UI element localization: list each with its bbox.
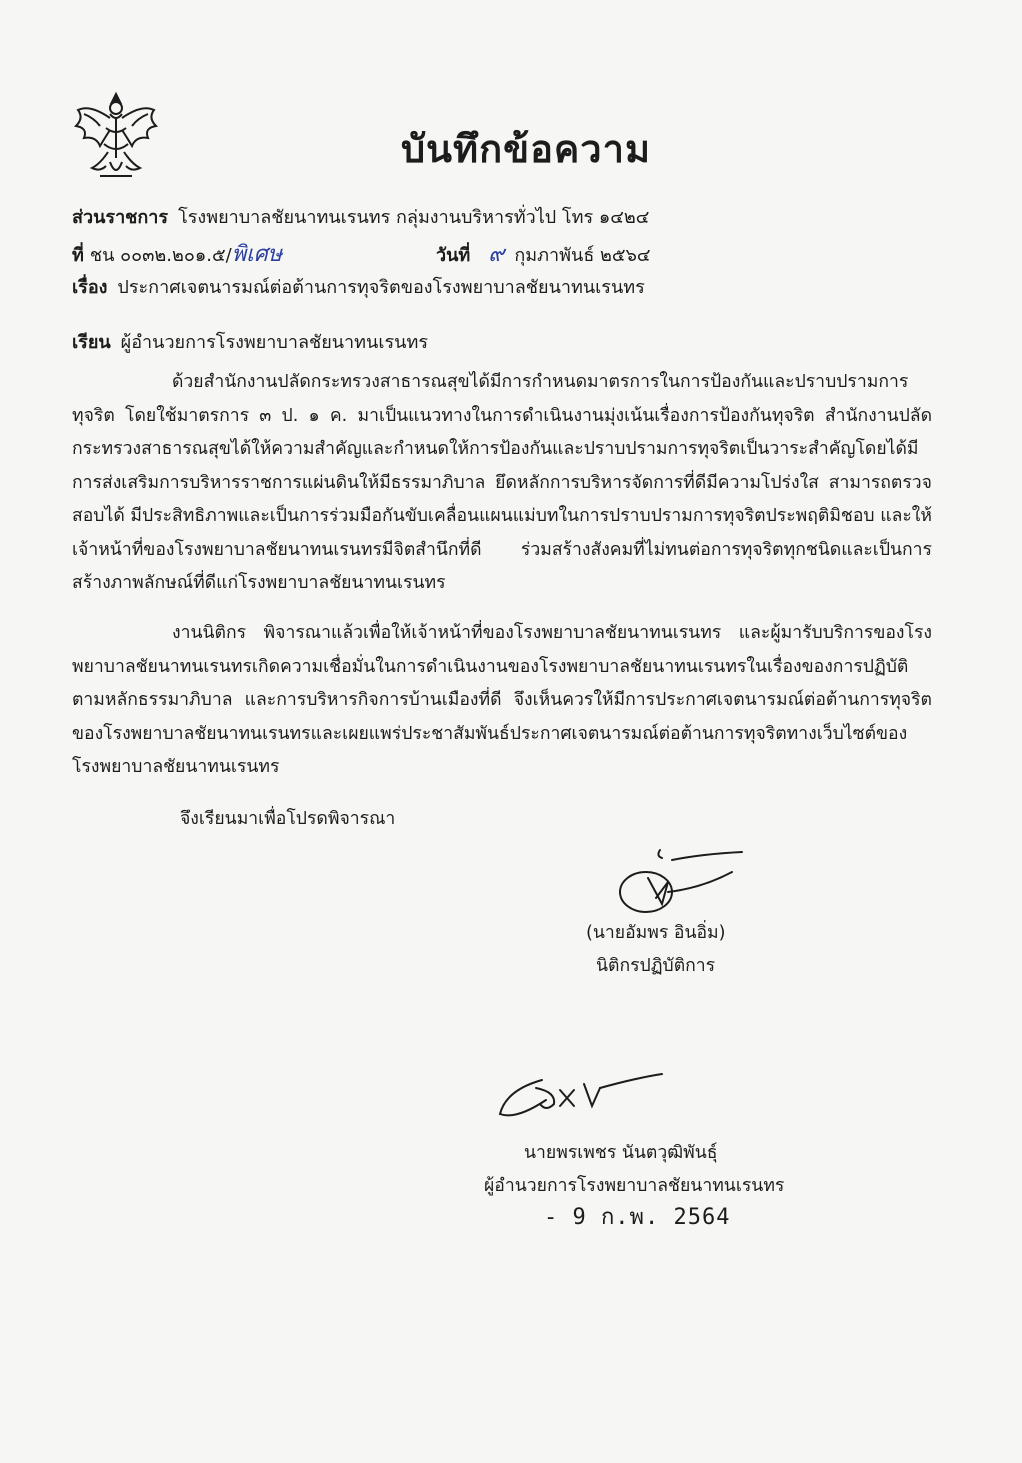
date-label: วันที่ [436, 245, 471, 266]
closing-line: จึงเรียนมาเพื่อโปรดพิจารณา [180, 809, 396, 829]
signature-1-mark [612, 842, 747, 918]
body-paragraph-1: ด้วยสำนักงานปลัดกระทรวงสาธารณสุขได้มีการกำหนดมาตรการในการป้องกันและปราบปรามการทุจริต โดยใช้มาตรการ ๓ ป. ๑ ค. มาเป็นแนวทางในการดำเนินงานมุ่งเน้นเรื่องการป้องกันทุจริต สำนักงานปลัดกระทรวงสาธารณสุขได้ให้ความสำคัญและกำหนดให้การป้องกันและปราบปรามการทุจริตเป็นวาระสำคัญโดยได้มีการส่งเสริมการบริหารราชการแผ่นดินให้มีธรรมาภิบาล ยึดหลักการบริหารจัดการที่ดีมีความโปร่งใส สามารถตรวจสอบได้ มีประสิทธิภาพและเป็นการร่วมมือกันขับเคลื่อนแผนแม่บทในการปราบปรามการทุจริตประพฤติมิชอบ และให้เจ้าหน้าที่ของโรงพยาบาลชัยนาทนเรนทรมีจิตสำนึกที่ดี ร่วมสร้างสังคมที่ไม่ทนต่อการทุจริตทุกชนิดและเป็นการสร้างภาพลักษณ์ที่ดีแก่โรงพยาบาลชัยนาทนเรนทร [72, 372, 932, 593]
reference-label: ที่ [72, 245, 84, 266]
date-line [436, 236, 651, 271]
signature-2-mark [496, 1070, 666, 1128]
body-paragraph-2: งานนิติกร พิจารณาแล้วเพื่อให้เจ้าหน้าที่ของโรงพยาบาลชัยนาทนเรนทร และผู้มารับบริการของโรงพยาบาลชัยนาทนเรนทรเกิดความเชื่อมั่นในการดำเนินงานของโรงพยาบาลชัยนาทนเรนทรในเรื่องของการปฏิบัติตามหลักธรรมาภิบาล และการบริหารกิจการบ้านเมืองที่ดี จึงเห็นควรให้มีการประกาศเจตนารมณ์ต่อต้านการทุจริตของโรงพยาบาลชัยนาทนเรนทรและเผยแพร่ประชาสัมพันธ์ประกาศเจตนารมณ์ต่อต้านการทุจริตทางเว็บไซต์ของโรงพยาบาลชัยนาทนเรนทร [72, 623, 932, 777]
subject-value: ประกาศเจตนารมณ์ต่อต้านการทุจริตของโรงพยาบาลชัยนาทนเรนทร [117, 277, 645, 298]
date-handwritten: ๙ [488, 242, 505, 267]
memo-title: บันทึกข้อความ [400, 127, 652, 171]
reference-line [72, 236, 282, 271]
signatory-2-position: ผู้อำนวยการโรงพยาบาลชัยนาทนเรนทร [484, 1176, 785, 1196]
agency-value: โรงพยาบาลชัยนาทนเรนทร กลุ่มงานบริหารทั่วไป โทร ๑๔๒๔ [178, 207, 650, 228]
subject-label: เรื่อง [72, 277, 108, 298]
signatory-1-name: (นายอัมพร อินอิ่ม) [586, 923, 726, 943]
signatory-2-name: นายพรเพชร นันตวุฒิพันธุ์ [524, 1143, 718, 1163]
agency-label: ส่วนราชการ [72, 207, 169, 228]
addressee-label: เรียน [72, 332, 111, 353]
approval-date-stamp: - 9 ก.พ. 2564 [544, 1205, 731, 1230]
addressee-value: ผู้อำนวยการโรงพยาบาลชัยนาทนเรนทร [120, 332, 428, 353]
reference-value: ชน ๐๐๓๒.๒๐๑.๕/ [89, 245, 232, 266]
agency-line [72, 202, 649, 231]
reference-handwritten: พิเศษ [231, 242, 283, 267]
date-value: กุมภาพันธ์ ๒๕๖๔ [514, 245, 651, 266]
addressee-line [72, 327, 428, 356]
signatory-1-position: นิติกรปฏิบัติการ [596, 956, 716, 976]
subject-line [72, 272, 645, 301]
